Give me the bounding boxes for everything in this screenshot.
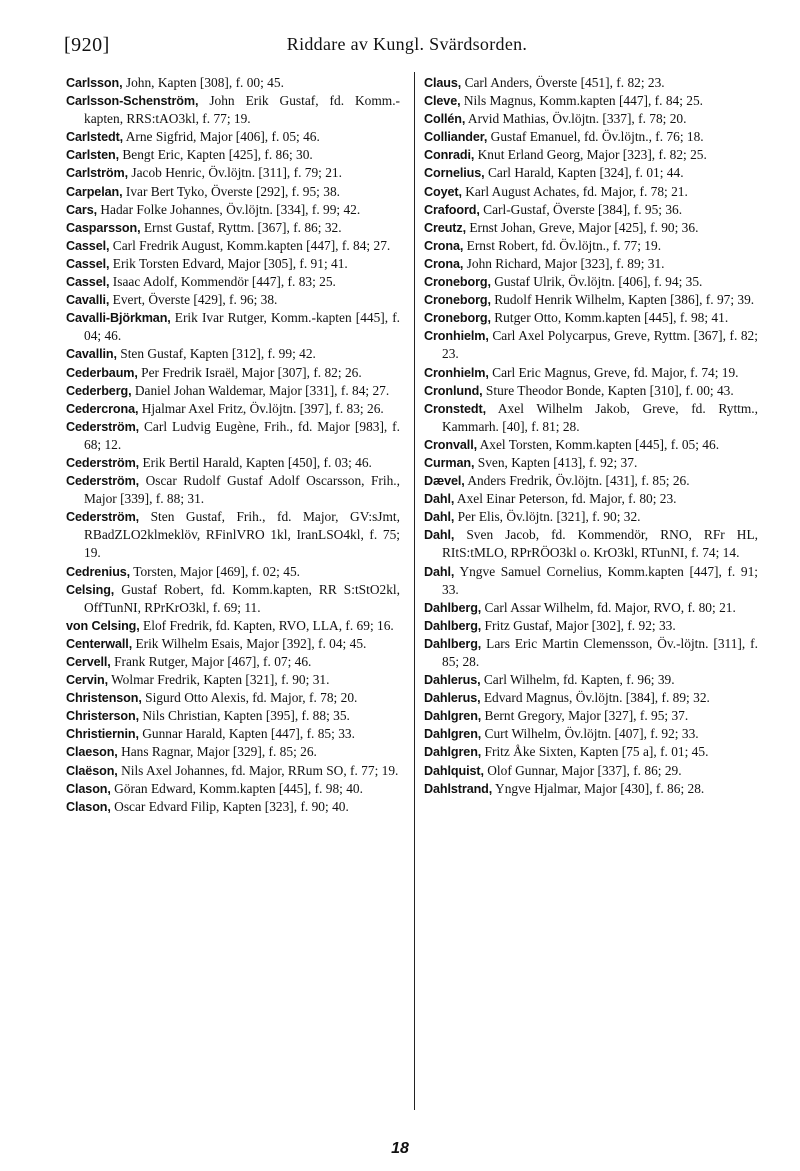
entry-details: Ivar Bert Tyko, Överste [292], f. 95; 38. (125, 183, 340, 199)
entry-details: John, Kapten [308], f. 00; 45. (125, 75, 284, 90)
entry-surname: Dahl, (424, 510, 455, 525)
entry-details: Karl August Achates, fd. Major, f. 78; 21. (465, 183, 688, 199)
entry-surname: Celsing, (66, 582, 115, 597)
entry-surname: Colliander, (424, 130, 488, 145)
register-entry (66, 454, 400, 472)
register-entry (424, 725, 758, 743)
entry-details: Axel Einar Peterson, fd. Major, f. 80; 23. (456, 491, 677, 507)
entry-surname: Dahlgren, (424, 709, 482, 724)
entry-details: Per Elis, Öv.löjtn. [321], f. 90; 32. (457, 509, 641, 525)
entry-details: Fritz Gustaf, Major [302], f. 92; 33. (484, 617, 676, 633)
page-header (64, 34, 750, 60)
entry-surname: Croneborg, (424, 275, 491, 290)
entry-surname: Dahlberg, (424, 636, 482, 651)
entry-surname: Dahlgren, (424, 745, 482, 760)
entry-details: Lars Eric Martin Clemensson, Öv.-löjtn. [311], f. 85; 28. (442, 635, 758, 669)
entry-details: Sten Gustaf, Kapten [312], f. 99; 42. (120, 346, 316, 362)
entry-surname: Claeson, (66, 745, 118, 760)
entry-details: Daniel Johan Waldemar, Major [331], f. 84; 27. (134, 382, 390, 398)
entry-details: Oscar Edvard Filip, Kapten [323], f. 90; 40. (114, 798, 349, 814)
entry-surname: Cornelius, (424, 166, 485, 181)
entry-surname: Claus, (424, 76, 462, 90)
entry-surname: Dahlberg, (424, 618, 482, 633)
entry-details: Elof Fredrik, fd. Kapten, RVO, LLA, f. 69; 16. (143, 617, 394, 633)
entry-details: Erik Bertil Harald, Kapten [450], f. 03; 46. (142, 454, 372, 470)
register-entry (66, 780, 400, 798)
register-entry (66, 689, 400, 707)
entry-details: Sven Jacob, fd. Kommendör, RNO, RFr HL, RItS:tMLO, RPrRÖO3kl o. KrO3kl, RTunNI, f. 74; 14. (442, 527, 758, 561)
register-entry (66, 92, 400, 128)
entry-surname: Cassel, (66, 275, 110, 290)
entry-surname: Collén, (424, 112, 466, 127)
entry-details: Fritz Åke Sixten, Kapten [75 a], f. 01; 45. (484, 744, 709, 760)
entry-surname: Cronhielm, (424, 365, 489, 380)
entry-details: Carl Axel Polycarpus, Greve, Ryttm. [367], f. 82; 23. (442, 328, 758, 362)
entry-details: Hadar Folke Johannes, Öv.löjtn. [334], f. 99; 42. (100, 201, 361, 217)
column-divider (414, 72, 415, 1110)
register-entry (424, 635, 758, 671)
register-entry (66, 725, 400, 743)
register-entry (66, 183, 400, 201)
entry-surname: Cedrenius, (66, 564, 131, 579)
register-entry (424, 472, 758, 490)
register-entry (424, 146, 758, 164)
entry-details: Erik Torsten Edvard, Major [305], f. 91; 41. (112, 255, 348, 271)
entry-details: Sven, Kapten [413], f. 92; 37. (477, 454, 638, 470)
entry-surname: Cassel, (66, 256, 110, 271)
left-column (66, 74, 400, 816)
entry-surname: Cronstedt, (424, 401, 486, 416)
entry-surname: Dahl, (424, 528, 455, 543)
page-number-top: [920] (64, 34, 110, 56)
entry-surname: Carpelan, (66, 184, 123, 199)
entry-details: Axel Torsten, Komm.kapten [445], f. 05; 46. (479, 436, 720, 452)
entry-details: Carl Anders, Överste [451], f. 82; 23. (464, 75, 665, 90)
entry-surname: Cars, (66, 202, 98, 217)
right-column (424, 74, 758, 798)
entry-details: Per Fredrik Israël, Major [307], f. 82; 26. (141, 364, 362, 380)
register-entry (66, 164, 400, 182)
entry-details: Gunnar Harald, Kapten [447], f. 85; 33. (142, 726, 355, 742)
entry-details: Bengt Eric, Kapten [425], f. 86; 30. (122, 147, 313, 163)
entry-surname: Claëson, (66, 763, 118, 778)
entry-surname: Dahlgren, (424, 727, 482, 742)
entry-details: Oscar Rudolf Gustaf Adolf Oscarsson, Frih., Major [339], f. 88; 31. (84, 473, 400, 507)
entry-details: Ernst Robert, fd. Öv.löjtn., f. 77; 19. (466, 237, 662, 253)
register-entry (424, 780, 758, 798)
entry-surname: Christiernin, (66, 727, 139, 742)
entry-surname: Dahl, (424, 564, 455, 579)
entry-details: Gustaf Robert, fd. Komm.kapten, RR S:tStO2kl, OffTunNI, RPrKrO3kl, f. 69; 11. (84, 581, 400, 615)
register-entry (424, 563, 758, 599)
entry-surname: Croneborg, (424, 311, 491, 326)
register-entry (66, 581, 400, 617)
entry-surname: Cederström, (66, 419, 140, 434)
entry-surname: Cederström, (66, 510, 140, 525)
register-entry (66, 635, 400, 653)
entry-surname: Cavalli-Björkman, (66, 311, 171, 326)
page-number-bottom: 18 (391, 1140, 409, 1157)
entry-details: Yngve Hjalmar, Major [430], f. 86; 28. (495, 780, 705, 796)
register-entry (66, 400, 400, 418)
entry-surname: Dahlquist, (424, 763, 484, 778)
entry-surname: Coyet, (424, 184, 462, 199)
entry-details: Carl-Gustaf, Överste [384], f. 95; 36. (483, 201, 683, 217)
entry-surname: Cervin, (66, 673, 108, 688)
register-entry (424, 309, 758, 327)
register-entry (66, 201, 400, 219)
entry-details: Erik Ivar Rutger, Komm.-kapten [445], f. 04; 46. (84, 310, 400, 344)
entry-surname: Dahlstrand, (424, 781, 493, 796)
entry-surname: Clason, (66, 781, 111, 796)
entry-details: Carl Assar Wilhelm, fd. Major, RVO, f. 80; 21. (484, 599, 736, 615)
entry-details: John Erik Gustaf, fd. Komm.-kapten, RRS:tAO3kl, f. 77; 19. (84, 93, 400, 127)
register-entry (424, 183, 758, 201)
entry-surname: Creutz, (424, 220, 466, 235)
entry-details: Gustaf Ulrik, Öv.löjtn. [406], f. 94; 35. (494, 274, 703, 290)
register-entry (66, 309, 400, 345)
register-entry (66, 146, 400, 164)
entry-surname: Crona, (424, 238, 464, 253)
entry-surname: von Celsing, (66, 618, 140, 633)
entry-details: Bernt Gregory, Major [327], f. 95; 37. (484, 708, 689, 724)
entry-details: Curt Wilhelm, Öv.löjtn. [407], f. 92; 33. (484, 726, 699, 742)
entry-details: Olof Gunnar, Major [337], f. 86; 29. (487, 762, 682, 778)
entry-surname: Cronvall, (424, 437, 477, 452)
register-entry (424, 382, 758, 400)
register-entry (424, 707, 758, 725)
entry-details: Knut Erland Georg, Major [323], f. 82; 25. (477, 147, 707, 163)
register-entry (424, 454, 758, 472)
register-entry (424, 436, 758, 454)
entry-details: Jacob Henric, Öv.löjtn. [311], f. 79; 21. (131, 165, 342, 181)
register-entry (424, 291, 758, 309)
entry-details: Evert, Överste [429], f. 96; 38. (112, 292, 278, 308)
register-entry (424, 364, 758, 382)
entry-details: Carl Harald, Kapten [324], f. 01; 44. (487, 165, 684, 181)
entry-surname: Carlsson-Schenström, (66, 94, 199, 109)
entry-details: Nils Magnus, Komm.kapten [447], f. 84; 25. (463, 93, 704, 109)
register-entry (66, 291, 400, 309)
register-entry (424, 92, 758, 110)
register-entry (66, 671, 400, 689)
register-entry (424, 526, 758, 562)
entry-details: Arne Sigfrid, Major [406], f. 05; 46. (125, 129, 320, 145)
entry-surname: Cederström, (66, 474, 140, 489)
register-entry (424, 508, 758, 526)
register-entry (424, 743, 758, 761)
entry-surname: Cederbaum, (66, 365, 138, 380)
entry-surname: Cedercrona, (66, 401, 139, 416)
entry-details: Nils Christian, Kapten [395], f. 88; 35. (142, 708, 350, 724)
register-entry (66, 798, 400, 816)
register-entry (424, 255, 758, 273)
entry-surname: Cavalli, (66, 293, 110, 308)
register-entry (424, 490, 758, 508)
entry-surname: Crona, (424, 256, 464, 271)
register-entry (66, 472, 400, 508)
entry-surname: Clason, (66, 799, 111, 814)
entry-details: Sture Theodor Bonde, Kapten [310], f. 00; 43. (485, 382, 734, 398)
register-entry (424, 762, 758, 780)
entry-details: Isaac Adolf, Kommendör [447], f. 83; 25. (112, 274, 336, 290)
entry-surname: Cassel, (66, 238, 110, 253)
register-entry (66, 364, 400, 382)
entry-details: Carl Ludvig Eugène, Frih., fd. Major [983], f. 68; 12. (84, 418, 400, 452)
entry-details: Hjalmar Axel Fritz, Öv.löjtn. [397], f. 83; 26. (141, 400, 384, 416)
entry-details: Ernst Gustaf, Ryttm. [367], f. 86; 32. (143, 219, 342, 235)
register-entry (66, 508, 400, 562)
entry-surname: Dævel, (424, 474, 465, 489)
entry-details: Frank Rutger, Major [467], f. 07; 46. (114, 654, 312, 669)
entry-surname: Curman, (424, 455, 475, 470)
entry-details: Ernst Johan, Greve, Major [425], f. 90; 36. (469, 219, 699, 235)
entry-surname: Cronlund, (424, 383, 483, 398)
entry-surname: Centerwall, (66, 636, 133, 651)
register-entry (424, 689, 758, 707)
entry-surname: Carlström, (66, 166, 128, 181)
register-entry (424, 110, 758, 128)
entry-details: Rutger Otto, Komm.kapten [445], f. 98; 41. (494, 310, 729, 326)
register-entry (66, 382, 400, 400)
entry-surname: Dahlerus, (424, 673, 481, 688)
register-entry (66, 762, 400, 780)
entry-surname: Christerson, (66, 709, 139, 724)
register-entry (424, 671, 758, 689)
register-entry (66, 273, 400, 291)
register-entry (424, 617, 758, 635)
register-entry (66, 219, 400, 237)
register-entry (66, 74, 400, 92)
register-entry (66, 255, 400, 273)
register-entry (66, 563, 400, 581)
entry-surname: Cleve, (424, 94, 461, 109)
register-entry (424, 400, 758, 436)
register-entry (424, 599, 758, 617)
register-entry (424, 237, 758, 255)
entry-details: Yngve Samuel Cornelius, Komm.kapten [447], f. 91; 33. (442, 563, 758, 597)
entry-details: Anders Fredrik, Öv.löjtn. [431], f. 85; 26. (467, 473, 690, 489)
entry-details: Sten Gustaf, Frih., fd. Major, GV:sJmt, RBadZLO2klmeklöv, RFinlVRO 1kl, IranLSO4kl, f. 75; 19. (84, 509, 400, 561)
register-entry (424, 164, 758, 182)
entry-details: Axel Wilhelm Jakob, Greve, fd. Ryttm., Kammarh. [40], f. 81; 28. (442, 400, 758, 434)
entry-details: Wolmar Fredrik, Kapten [321], f. 90; 31. (111, 672, 330, 688)
entry-details: Rudolf Henrik Wilhelm, Kapten [386], f. 97; 39. (494, 292, 755, 308)
entry-surname: Christenson, (66, 691, 142, 706)
entry-surname: Casparsson, (66, 220, 141, 235)
running-title: Riddare av Kungl. Svärdsorden. (286, 34, 528, 54)
register-entry (66, 653, 400, 671)
entry-surname: Cederberg, (66, 383, 132, 398)
entry-details: Göran Edward, Komm.kapten [445], f. 98; 40. (114, 780, 363, 796)
register-entry (424, 273, 758, 291)
entry-surname: Cronhielm, (424, 329, 489, 344)
register-entry (66, 345, 400, 363)
entry-surname: Crafoord, (424, 202, 480, 217)
register-entry (424, 327, 758, 363)
register-entry (66, 237, 400, 255)
entry-details: Arvid Mathias, Öv.löjtn. [337], f. 78; 20. (467, 111, 687, 127)
entry-surname: Cavallin, (66, 347, 117, 362)
register-entry (66, 743, 400, 761)
register-entry (424, 74, 758, 92)
entry-details: Hans Ragnar, Major [329], f. 85; 26. (121, 744, 317, 760)
entry-surname: Cervell, (66, 655, 111, 669)
register-entry (424, 201, 758, 219)
entry-details: John Richard, Major [323], f. 89; 31. (466, 255, 665, 271)
register-entry (66, 617, 400, 635)
entry-details: Sigurd Otto Alexis, fd. Major, f. 78; 20. (145, 690, 358, 706)
entry-surname: Carlsten, (66, 148, 119, 163)
entry-surname: Carlstedt, (66, 130, 124, 145)
register-entry (66, 707, 400, 725)
register-entry (424, 128, 758, 146)
entry-surname: Croneborg, (424, 293, 491, 308)
entry-details: Erik Wilhelm Esais, Major [392], f. 04; 45. (135, 635, 367, 651)
entry-surname: Carlsson, (66, 76, 123, 90)
entry-details: Carl Wilhelm, fd. Kapten, f. 96; 39. (483, 672, 675, 688)
entry-surname: Dahlerus, (424, 691, 481, 706)
entry-surname: Dahlberg, (424, 600, 482, 615)
entry-details: Torsten, Major [469], f. 02; 45. (133, 563, 300, 579)
entry-details: Carl Eric Magnus, Greve, fd. Major, f. 74; 19. (492, 364, 739, 380)
entry-details: Edvard Magnus, Öv.löjtn. [384], f. 89; 32. (483, 690, 710, 706)
register-entry (66, 418, 400, 454)
register-entry (66, 128, 400, 146)
entry-details: Gustaf Emanuel, fd. Öv.löjtn., f. 76; 18. (490, 129, 704, 145)
entry-details: Nils Axel Johannes, fd. Major, RRum SO, f. 77; 19. (121, 762, 399, 778)
entry-surname: Dahl, (424, 492, 455, 507)
entry-surname: Conradi, (424, 148, 475, 163)
entry-surname: Cederström, (66, 455, 140, 470)
register-entry (424, 219, 758, 237)
entry-details: Carl Fredrik August, Komm.kapten [447], f. 84; 27. (112, 237, 391, 253)
